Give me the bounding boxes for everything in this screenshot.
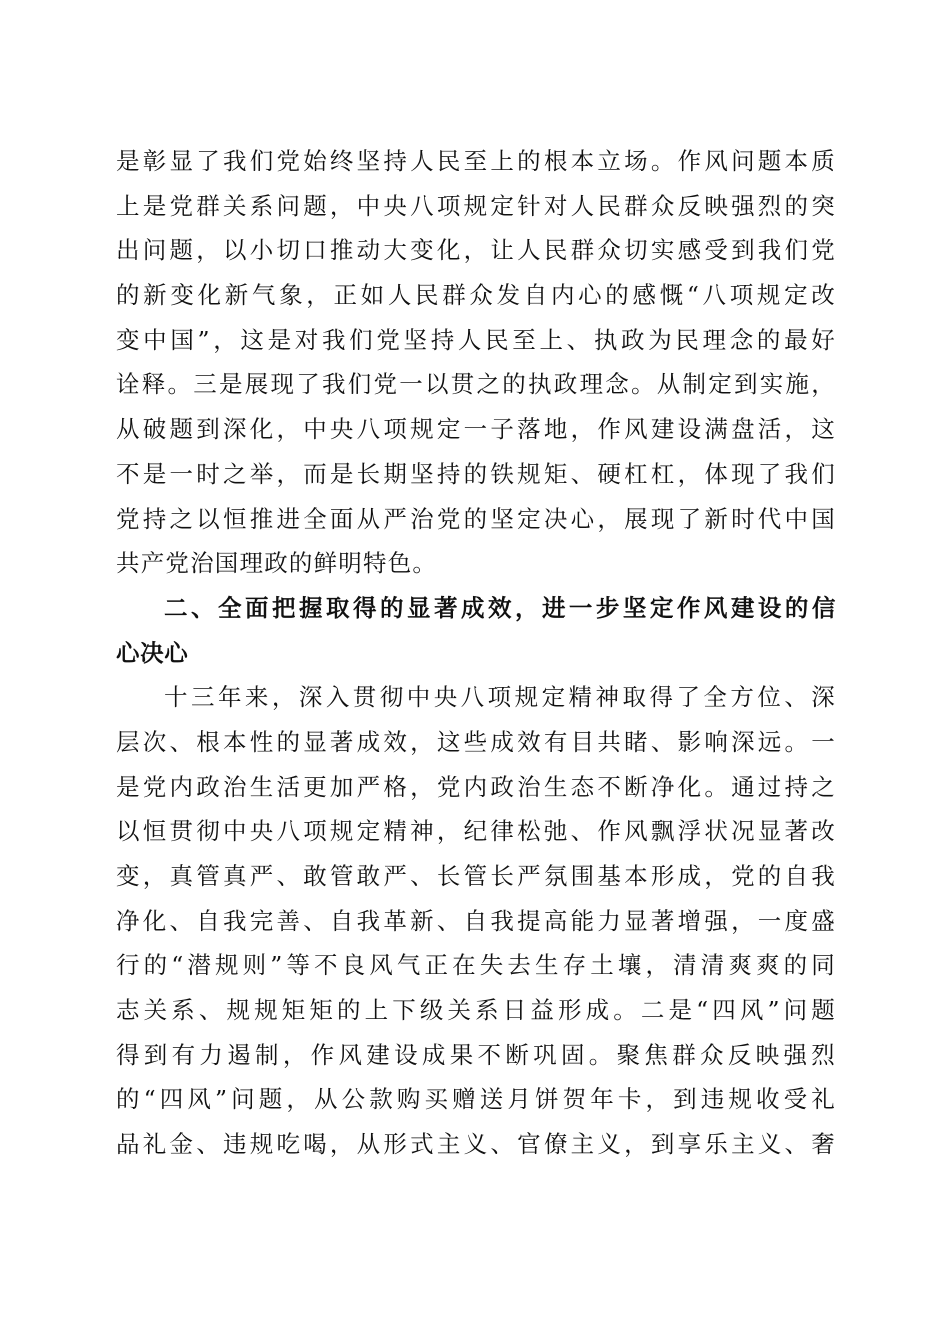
text-line: 变中国”，这是对我们党坚持人民至上、执政为民理念的最好 <box>116 325 836 354</box>
text-line: 上是党群关系问题，中央八项规定针对人民群众反映强烈的突 <box>116 191 836 220</box>
text-line: 志关系、规规矩矩的上下级关系日益形成。二是“四风”问题 <box>116 996 836 1025</box>
text-line: 共产党治国理政的鲜明特色。 <box>116 549 438 578</box>
text-line: 变，真管真严、敢管敢严、长管长严氛围基本形成，党的自我 <box>116 862 836 890</box>
heading-line: 心决心 <box>116 638 189 667</box>
paragraph-1 <box>116 139 836 586</box>
paragraph-2 <box>116 675 836 1167</box>
text-line: 不是一时之举，而是长期坚持的铁规矩、硬杠杠，体现了我们 <box>116 459 836 488</box>
text-line: 是党内政治生活更加严格，党内政治生态不断净化。通过持之 <box>116 772 836 801</box>
heading-line: 二、全面把握取得的显著成效，进一步坚定作风建设的信 <box>164 593 836 622</box>
document-body <box>116 139 836 1167</box>
text-line: 是彰显了我们党始终坚持人民至上的根本立场。作风问题本质 <box>116 147 836 175</box>
text-line: 行的“潜规则”等不良风气正在失去生存土壤，清清爽爽的同 <box>116 951 836 980</box>
text-line: 党持之以恒推进全面从严治党的坚定决心，展现了新时代中国 <box>116 504 836 533</box>
text-line: 的“四风”问题，从公款购买赠送月饼贺年卡，到违规收受礼 <box>116 1085 836 1114</box>
text-line: 诠释。三是展现了我们党一以贯之的执政理念。从制定到实施， <box>116 370 836 399</box>
text-line: 十三年来，深入贯彻中央八项规定精神取得了全方位、深 <box>164 683 836 712</box>
text-line: 得到有力遏制，作风建设成果不断巩固。聚焦群众反映强烈 <box>116 1040 836 1069</box>
text-line: 的新变化新气象，正如人民群众发自内心的感慨“八项规定改 <box>116 281 836 310</box>
text-line: 从破题到深化，中央八项规定一子落地，作风建设满盘活，这 <box>116 415 836 444</box>
text-line: 层次、根本性的显著成效，这些成效有目共睹、影响深远。一 <box>116 727 836 756</box>
section-heading <box>116 586 836 675</box>
text-line: 品礼金、违规吃喝，从形式主义、官僚主义，到享乐主义、奢 <box>116 1130 836 1159</box>
text-line: 净化、自我完善、自我革新、自我提高能力显著增强，一度盛 <box>116 906 836 935</box>
text-line: 出问题，以小切口推动大变化，让人民群众切实感受到我们党 <box>116 236 836 265</box>
text-line: 以恒贯彻中央八项规定精神，纪律松弛、作风飘浮状况显著改 <box>116 817 836 846</box>
